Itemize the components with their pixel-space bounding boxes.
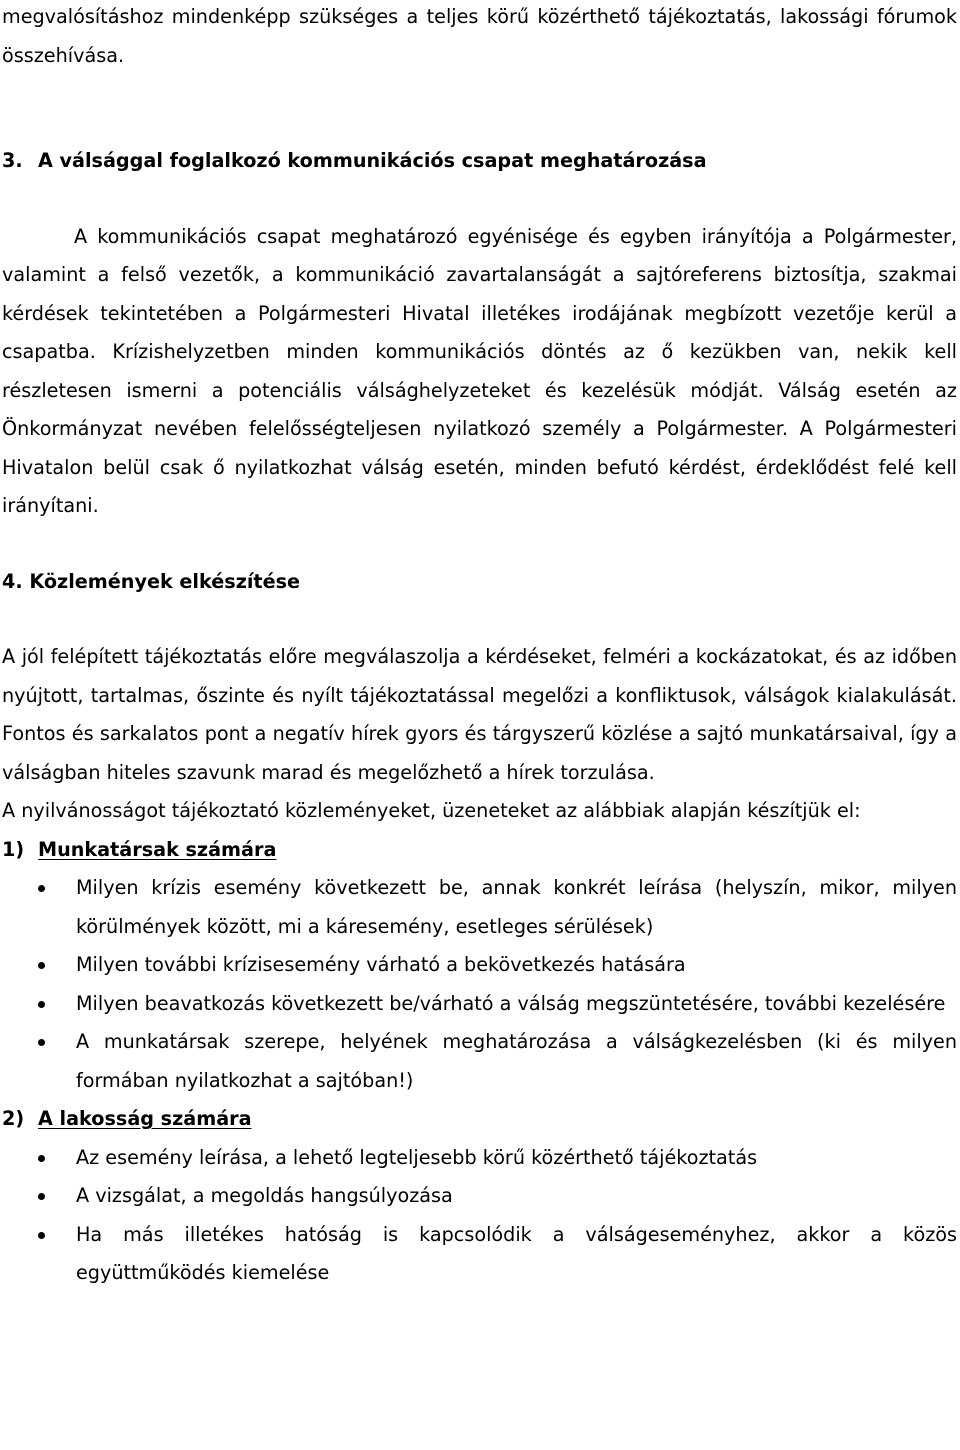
bullet-icon [38,885,45,892]
list-item: Milyen krízis esemény következett be, annak konkrét leírása (helyszín, mikor, milyen körülmények között, mi a káresemény, esetleges sérülések) [2,869,957,946]
subsection-2-heading [2,1100,957,1139]
bullet-icon [38,1232,45,1239]
bullet-icon [38,1001,45,1008]
subsection-1-heading [2,831,957,870]
bullet-icon [38,1039,45,1046]
section-4-paragraph-2: A nyilvánosságot tájékoztató közleményeket, üzeneteket az alábbiak alapján készítjük el: [2,799,861,822]
subsection-1-list [2,869,957,1100]
subsection-2-title: A lakosság számára [38,1107,252,1130]
list-item: Milyen további krízisesemény várható a bekövetkezés hatására [2,946,957,985]
section-3-paragraph: A kommunikációs csapat meghatározó egyénisége és egyben irányítója a Polgármester, valamint a felső vezetők, a kommunikáció zavartalanságát a sajtóreferens biztosítja, szakmai kérdések tekintetében a Polgármesteri Hivatal illetékes irodájának megbízott vezetője kerül a csapatba. Krízishelyzetben minden kommunikációs döntés az ő kezükben van, nekik kell részletesen ismerni a potenciális válsághelyzeteket és kezelésük módját. Válság esetén az Önkormányzat nevében felelősségteljesen nyilatkozó személy a Polgármester. A Polgármesteri Hivatalon belül csak ő nyilatkozhat válság esetén, minden befutó kérdést, érdeklődést felé kell irányítani. [2,224,957,517]
list-item: Az esemény leírása, a lehető legteljesebb körű közérthető tájékoztatás [2,1139,957,1178]
intro-paragraph: megvalósításhoz mindenképp szükséges a teljes körű közérthető tájékoztatás, lakossági fórumok összehívása. [2,5,957,67]
section-3-heading [2,142,957,181]
bullet-icon [38,1155,45,1162]
list-item: Ha más illetékes hatóság is kapcsolódik a válságeseményhez, akkor a közös együttműködés kiemelése [2,1216,957,1293]
section-4-paragraph-1: A jól felépített tájékoztatás előre megválaszolja a kérdéseket, felméri a kockázatokat, és az időben nyújtott, tartalmas, őszinte és nyílt tájékoztatással megelőzi a konfliktusok, válságok kialakulását. Fontos és sarkalatos pont a negatív hírek gyors és tárgyszerű közlése a sajtó munkatársaival, így a válságban hiteles szavunk marad és megelőzhető a hírek torzulása. [2,645,957,784]
list-item: Milyen beavatkozás következett be/várható a válság megszüntetésére, további kezelésére [2,985,957,1024]
subsection-2-list [2,1139,957,1293]
list-item: A vizsgálat, a megoldás hangsúlyozása [2,1177,957,1216]
section-4-heading: 4. Közlemények elkészítése [2,569,301,593]
section-3-title: A válsággal foglalkozó kommunikációs csapat meghatározása [38,149,707,172]
list-item: A munkatársak szerepe, helyének meghatározása a válságkezelésben (ki és milyen formában nyilatkozhat a sajtóban!) [2,1023,957,1100]
section-3-number: 3. [2,149,23,172]
subsection-2-number: 2) [2,1107,25,1130]
subsection-1-number: 1) [2,837,25,861]
bullet-icon [38,1193,45,1200]
subsection-1-title: Munkatársak számára [38,837,277,861]
bullet-icon [38,962,45,969]
